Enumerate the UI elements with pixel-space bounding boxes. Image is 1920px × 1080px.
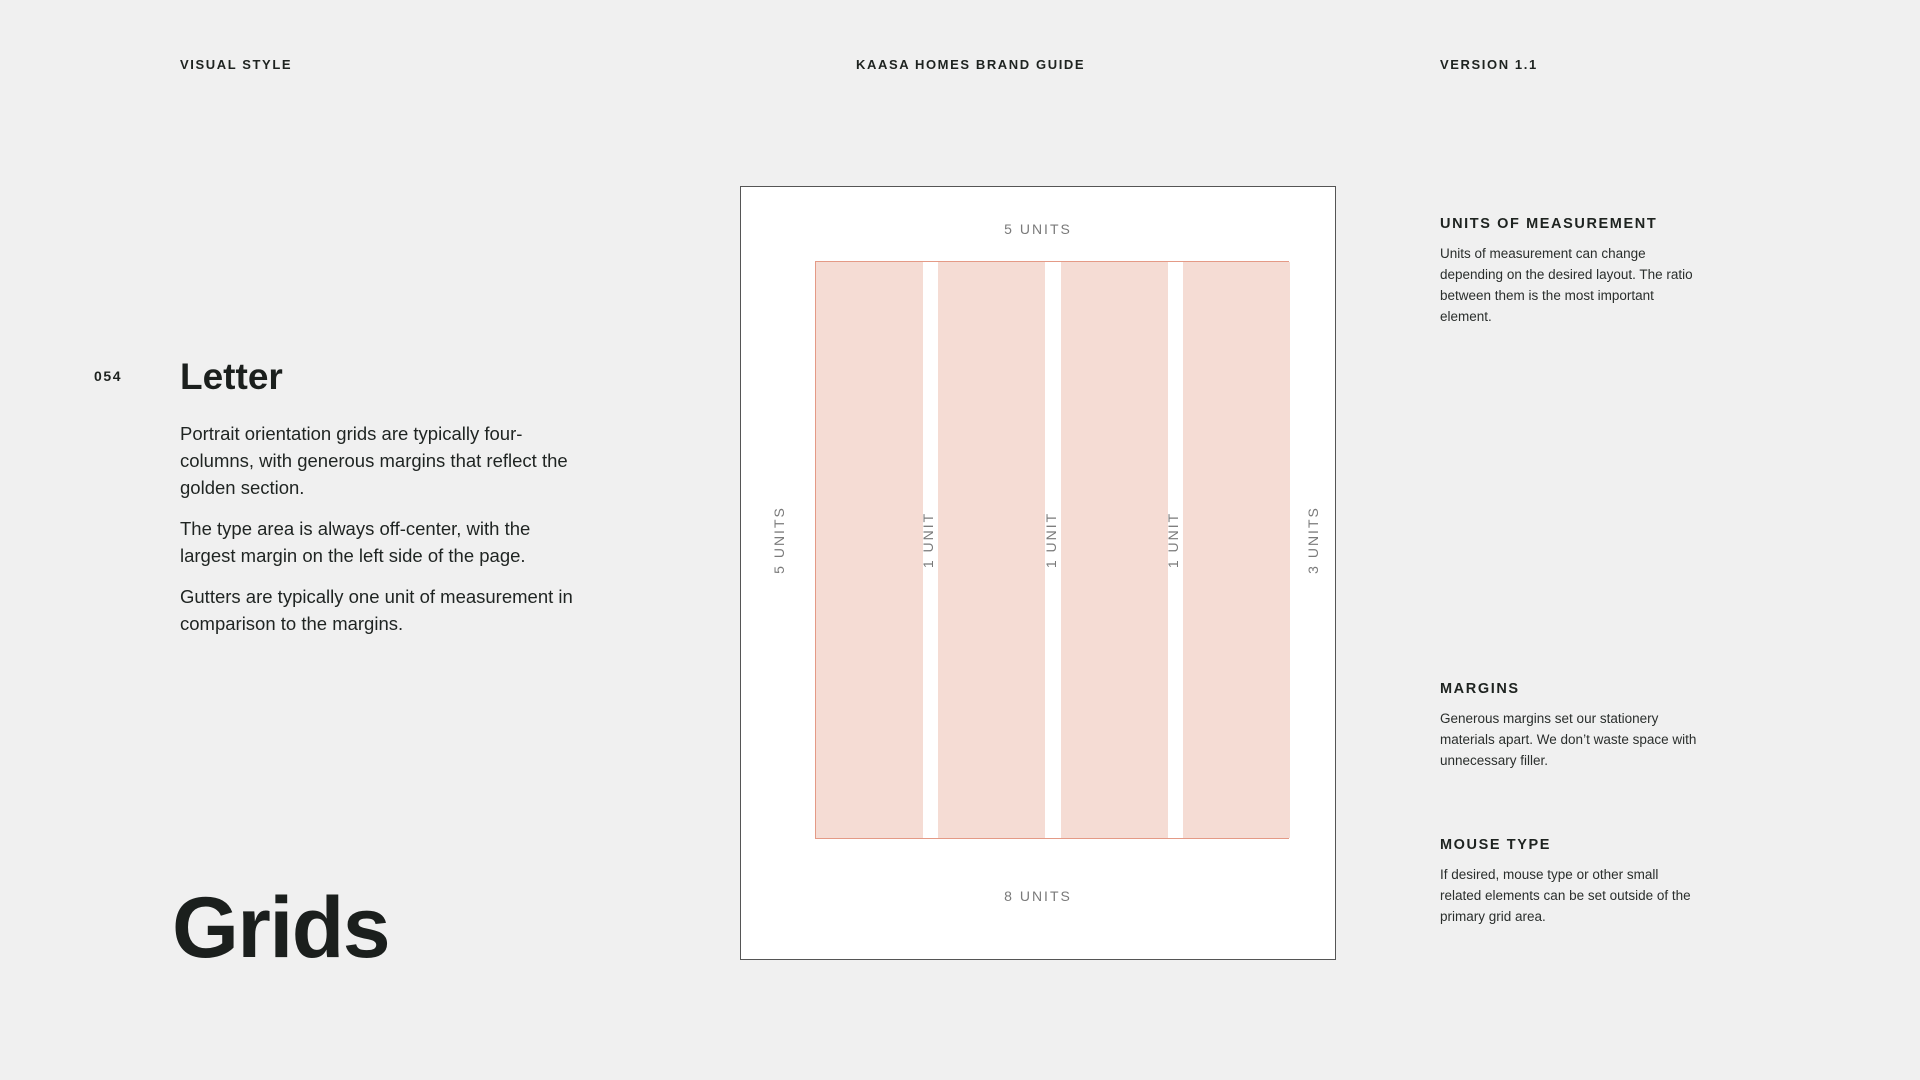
- right-margin-label: 3 UNITS: [1305, 506, 1321, 574]
- section-body: [180, 420, 580, 651]
- bottom-margin-label: 8 UNITS: [1004, 888, 1072, 904]
- note-margins: [1440, 681, 1700, 771]
- top-margin-label: 5 UNITS: [1004, 221, 1072, 237]
- note-text: Units of measurement can change depending on the desired layout. The ratio between them is the most important element.: [1440, 246, 1693, 324]
- header-section-label: VISUAL STYLE: [180, 57, 293, 72]
- note-text: Generous margins set our stationery materials apart. We don’t waste space with unnecessary filler.: [1440, 711, 1697, 768]
- note-heading: MOUSE TYPE: [1440, 837, 1552, 853]
- note-units-of-measurement: [1440, 216, 1700, 327]
- gutter-label: 1 UNIT: [1165, 511, 1181, 569]
- page-number: 054: [94, 368, 123, 384]
- grid-column: [1183, 262, 1290, 838]
- note-mouse-type: [1440, 837, 1700, 927]
- page-title: Grids: [172, 880, 390, 976]
- body-paragraph: Portrait orientation grids are typically four-columns, with generous margins that reflect the golden section.: [180, 423, 568, 498]
- gutter-label: 1 UNIT: [920, 511, 936, 569]
- letter-grid-diagram: [740, 186, 1336, 960]
- gutter-label: 1 UNIT: [1043, 511, 1059, 569]
- grid-column: [816, 262, 923, 838]
- note-heading: MARGINS: [1440, 681, 1520, 697]
- section-title: Letter: [180, 356, 283, 397]
- body-paragraph: The type area is always off-center, with the largest margin on the left side of the page.: [180, 518, 531, 566]
- left-margin-label: 5 UNITS: [771, 506, 787, 574]
- grid-column: [1061, 262, 1168, 838]
- header-document-title: KAASA HOMES BRAND GUIDE: [856, 57, 1086, 72]
- header-version: VERSION 1.1: [1440, 57, 1538, 72]
- body-paragraph: Gutters are typically one unit of measurement in comparison to the margins.: [180, 586, 573, 634]
- grid-column: [938, 262, 1045, 838]
- note-heading: UNITS OF MEASUREMENT: [1440, 216, 1658, 232]
- note-text: If desired, mouse type or other small related elements can be set outside of the primary grid area.: [1440, 867, 1691, 924]
